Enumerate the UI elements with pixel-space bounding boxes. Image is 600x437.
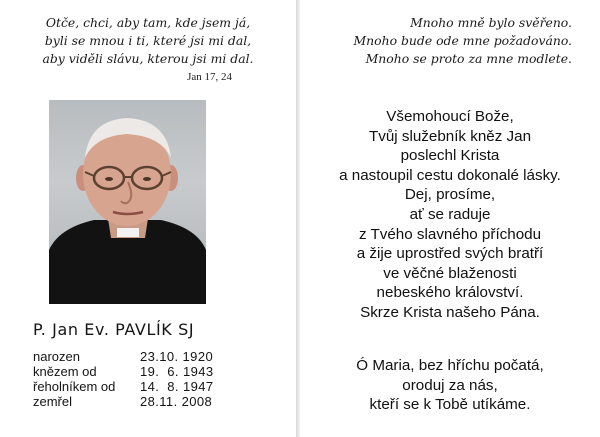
fact-value: 23.10. 1920 <box>140 349 214 364</box>
prayer-line: poslechl Krista <box>400 147 500 165</box>
closing-line: Ó Maria, bez hříchu počatá, <box>356 357 544 374</box>
prayer-line: ve věčné blaženosti <box>383 264 517 282</box>
prayer-line: nebeského království. <box>376 284 524 302</box>
fact-label: knězem od <box>33 364 97 379</box>
prayer-line: a nastoupil cestu dokonalé lásky. <box>339 166 561 184</box>
deceased-name: P. Jan Ev. PAVLÍK SJ <box>33 320 195 339</box>
fact-row <box>33 349 273 364</box>
prayer <box>300 107 600 323</box>
left-card-page <box>0 0 296 437</box>
motto <box>353 14 572 68</box>
fact-row <box>33 364 273 379</box>
portrait-photo <box>49 100 206 304</box>
scripture-quote <box>0 14 296 68</box>
prayer-line: z Tvého slavného příchodu <box>358 225 542 243</box>
quote-reference: Jan 17, 24 <box>187 71 232 83</box>
closing-line: kteří se k Tobě utíkáme. <box>369 396 531 414</box>
prayer-line: Dej, prosíme, <box>404 186 496 204</box>
quote-line: aby viděli slávu, kterou jsi mi dal. <box>42 51 254 66</box>
quote-line: Otče, chci, aby tam, kde jsem já, <box>45 15 251 30</box>
prayer-line: a žije uprostřed svých bratří <box>356 245 544 263</box>
fact-row <box>33 379 273 394</box>
prayer-line: ať se raduje <box>409 205 491 223</box>
fact-label: narozen <box>33 349 80 364</box>
prayer-line: Skrze Krista našeho Pána. <box>360 303 540 321</box>
life-dates <box>33 349 273 409</box>
motto-line: Mnoho mně bylo svěřeno. <box>410 15 572 30</box>
fact-value: 28.11. 2008 <box>140 394 213 409</box>
prayer-line: Všemohoucí Bože, <box>386 108 514 125</box>
fact-label: zemřel <box>33 394 73 409</box>
quote-line: byli se mnou i ti, které jsi mi dal, <box>44 33 252 48</box>
fact-row <box>33 394 273 409</box>
fact-value: 14. 8. 1947 <box>140 379 214 394</box>
motto-line: Mnoho bude ode mne požadováno. <box>353 33 572 48</box>
motto-line: Mnoho se proto za mne modlete. <box>365 51 572 66</box>
prayer-line: Tvůj služebník kněz Jan <box>368 127 532 145</box>
closing-line: oroduj za nás, <box>402 376 498 394</box>
fact-label: řeholníkem od <box>33 379 116 394</box>
fact-value: 19. 6. 1943 <box>140 364 214 379</box>
closing-invocation <box>300 356 600 415</box>
